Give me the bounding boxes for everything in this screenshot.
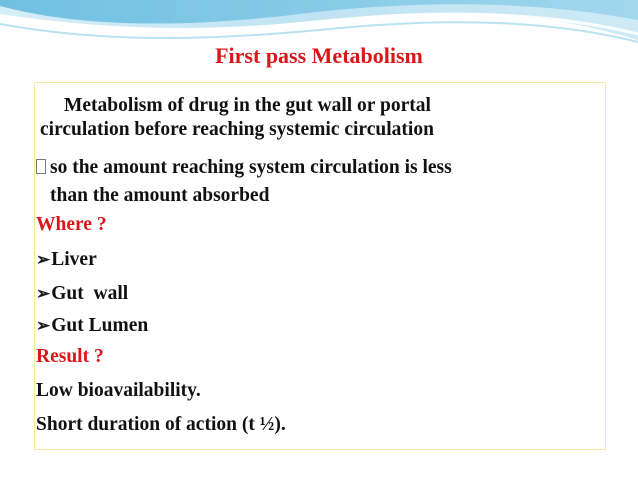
result-item: Short duration of action (t ½). <box>36 414 286 435</box>
site-item-liver <box>36 248 97 272</box>
site-item-gut-wall <box>36 282 128 306</box>
square-bullet-icon <box>36 159 46 174</box>
result-item: Low bioavailability. <box>36 380 201 401</box>
consequence-text-1: so the amount reaching system circulation is less <box>50 157 452 178</box>
where-heading: Where ? <box>36 214 107 235</box>
definition-line-2: circulation before reaching systemic circulation <box>40 119 434 140</box>
consequence-line-2: than the amount absorbed <box>50 185 270 206</box>
result-heading: Result ? <box>36 346 104 367</box>
slide-title: First pass Metabolism <box>215 43 423 68</box>
site-label: Gut Lumen <box>51 315 149 336</box>
arrow-bullet-icon: ➢ <box>36 284 51 303</box>
arrow-bullet-icon: ➢ <box>36 250 51 269</box>
arrow-bullet-icon: ➢ <box>36 316 51 335</box>
site-label: Liver <box>51 249 97 270</box>
definition-line-1: Metabolism of drug in the gut wall or portal <box>64 95 431 116</box>
site-label: Gut wall <box>51 283 129 304</box>
consequence-line-1 <box>36 156 452 180</box>
site-item-gut-lumen <box>36 314 148 338</box>
